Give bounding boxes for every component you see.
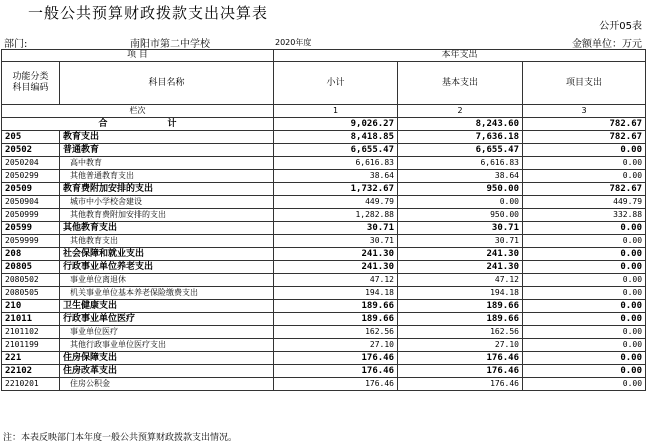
row-subtotal: 27.10	[274, 339, 398, 352]
row-basic: 162.56	[398, 326, 523, 339]
row-project: 0.00	[523, 157, 646, 170]
table-row	[2, 131, 646, 144]
row-code: 2210201	[2, 378, 60, 391]
amount-unit: 金额单位：万元	[572, 39, 642, 50]
row-basic: 189.66	[398, 300, 523, 313]
column-index-label: 栏次	[2, 105, 274, 118]
row-subtotal: 30.71	[274, 235, 398, 248]
row-project: 0.00	[523, 313, 646, 326]
table-row	[2, 183, 646, 196]
row-basic: 176.46	[398, 378, 523, 391]
table-row	[2, 287, 646, 300]
row-code: 210	[2, 300, 60, 313]
row-subject-name: 事业单位离退休	[60, 274, 274, 287]
row-subject-name: 住房保障支出	[60, 352, 274, 365]
row-basic: 38.64	[398, 170, 523, 183]
department-label: 部门:	[4, 39, 28, 50]
table-row	[2, 157, 646, 170]
row-code: 2050299	[2, 170, 60, 183]
table-row	[2, 326, 646, 339]
row-basic: 30.71	[398, 222, 523, 235]
expenditure-table	[1, 49, 646, 391]
row-subtotal: 30.71	[274, 222, 398, 235]
row-subject-name: 行政事业单位医疗	[60, 313, 274, 326]
header-basic: 基本支出	[398, 62, 523, 105]
table-note: 注：本表反映部门本年度一般公共预算财政拨款支出情况。	[3, 433, 238, 443]
row-code: 20599	[2, 222, 60, 235]
row-project: 0.00	[523, 326, 646, 339]
row-basic: 176.46	[398, 365, 523, 378]
row-project: 0.00	[523, 248, 646, 261]
row-subject-name: 其他教育费附加安排的支出	[60, 209, 274, 222]
header-func-code: 功能分类 科目编码	[2, 62, 60, 105]
header-project: 项目支出	[523, 62, 646, 105]
row-basic: 6,655.47	[398, 144, 523, 157]
row-subtotal: 38.64	[274, 170, 398, 183]
row-basic: 27.10	[398, 339, 523, 352]
table-row	[2, 170, 646, 183]
row-project: 0.00	[523, 339, 646, 352]
row-subject-name: 高中教育	[60, 157, 274, 170]
table-row	[2, 261, 646, 274]
table-row	[2, 339, 646, 352]
row-subject-name: 其他行政事业单位医疗支出	[60, 339, 274, 352]
row-subtotal: 449.79	[274, 196, 398, 209]
table-row	[2, 235, 646, 248]
total-row	[2, 118, 646, 131]
row-code: 2101102	[2, 326, 60, 339]
total-label-left: 合	[98, 119, 108, 129]
row-subject-name: 城市中小学校舍建设	[60, 196, 274, 209]
row-subject-name: 其他教育支出	[60, 235, 274, 248]
row-code: 20502	[2, 144, 60, 157]
row-subject-name: 行政事业单位养老支出	[60, 261, 274, 274]
row-subtotal: 1,282.88	[274, 209, 398, 222]
row-subtotal: 176.46	[274, 365, 398, 378]
row-subject-name: 教育费附加安排的支出	[60, 183, 274, 196]
report-title: 一般公共预算财政拨款支出决算表	[28, 4, 269, 22]
table-row	[2, 352, 646, 365]
report-year: 2020年度	[275, 38, 312, 47]
row-code: 20509	[2, 183, 60, 196]
row-project: 0.00	[523, 300, 646, 313]
row-project: 449.79	[523, 196, 646, 209]
row-subtotal: 241.30	[274, 261, 398, 274]
row-project: 0.00	[523, 144, 646, 157]
row-basic: 194.18	[398, 287, 523, 300]
total-label-cell	[2, 118, 274, 131]
row-code: 208	[2, 248, 60, 261]
table-row	[2, 209, 646, 222]
row-subtotal: 6,616.83	[274, 157, 398, 170]
row-subtotal: 1,732.67	[274, 183, 398, 196]
header-subtotal: 小计	[274, 62, 398, 105]
header-item: 项 目	[2, 50, 274, 62]
row-subject-name: 卫生健康支出	[60, 300, 274, 313]
row-subtotal: 47.12	[274, 274, 398, 287]
row-code: 21011	[2, 313, 60, 326]
row-code: 2080505	[2, 287, 60, 300]
table-row	[2, 248, 646, 261]
row-project: 782.67	[523, 183, 646, 196]
row-subject-name: 住房改革支出	[60, 365, 274, 378]
department-name: 南阳市第二中学校	[130, 39, 210, 50]
header-row-2	[2, 62, 646, 105]
row-subtotal: 189.66	[274, 300, 398, 313]
row-code: 2050999	[2, 209, 60, 222]
row-code: 20805	[2, 261, 60, 274]
total-label-right: 计	[167, 119, 177, 129]
row-basic: 176.46	[398, 352, 523, 365]
row-project: 0.00	[523, 235, 646, 248]
row-subtotal: 162.56	[274, 326, 398, 339]
row-project: 0.00	[523, 365, 646, 378]
form-code: 公开05表	[599, 21, 642, 32]
row-basic: 189.66	[398, 313, 523, 326]
row-subject-name: 普通教育	[60, 144, 274, 157]
table-row	[2, 313, 646, 326]
header-row-1	[2, 50, 646, 62]
row-code: 2101199	[2, 339, 60, 352]
row-basic: 47.12	[398, 274, 523, 287]
total-subtotal: 9,026.27	[274, 118, 398, 131]
column-index-row	[2, 105, 646, 118]
column-index-1: 1	[274, 105, 398, 118]
row-subtotal: 241.30	[274, 248, 398, 261]
row-subtotal: 8,418.85	[274, 131, 398, 144]
row-subtotal: 176.46	[274, 378, 398, 391]
row-project: 332.88	[523, 209, 646, 222]
table-row	[2, 274, 646, 287]
row-project: 0.00	[523, 274, 646, 287]
row-project: 782.67	[523, 131, 646, 144]
row-subtotal: 6,655.47	[274, 144, 398, 157]
table-row	[2, 196, 646, 209]
row-project: 0.00	[523, 287, 646, 300]
header-current-year: 本年支出	[274, 50, 646, 62]
row-subject-name: 社会保障和就业支出	[60, 248, 274, 261]
row-code: 2050904	[2, 196, 60, 209]
row-project: 0.00	[523, 378, 646, 391]
row-basic: 0.00	[398, 196, 523, 209]
table-row	[2, 365, 646, 378]
table-row	[2, 144, 646, 157]
row-basic: 241.30	[398, 248, 523, 261]
row-basic: 241.30	[398, 261, 523, 274]
row-basic: 950.00	[398, 183, 523, 196]
table-row	[2, 378, 646, 391]
row-basic: 950.00	[398, 209, 523, 222]
row-code: 22102	[2, 365, 60, 378]
row-code: 221	[2, 352, 60, 365]
row-project: 0.00	[523, 261, 646, 274]
total-basic: 8,243.60	[398, 118, 523, 131]
row-subject-name: 其他教育支出	[60, 222, 274, 235]
row-subtotal: 194.18	[274, 287, 398, 300]
row-project: 0.00	[523, 222, 646, 235]
row-code: 205	[2, 131, 60, 144]
table-row	[2, 222, 646, 235]
row-project: 0.00	[523, 352, 646, 365]
row-subject-name: 机关事业单位基本养老保险缴费支出	[60, 287, 274, 300]
row-code: 2050204	[2, 157, 60, 170]
row-subtotal: 176.46	[274, 352, 398, 365]
column-index-2: 2	[398, 105, 523, 118]
row-subtotal: 189.66	[274, 313, 398, 326]
column-index-3: 3	[523, 105, 646, 118]
row-subject-name: 其他普通教育支出	[60, 170, 274, 183]
row-basic: 6,616.83	[398, 157, 523, 170]
row-code: 2080502	[2, 274, 60, 287]
row-code: 2059999	[2, 235, 60, 248]
row-project: 0.00	[523, 170, 646, 183]
row-basic: 7,636.18	[398, 131, 523, 144]
row-subject-name: 住房公积金	[60, 378, 274, 391]
total-project: 782.67	[523, 118, 646, 131]
row-basic: 30.71	[398, 235, 523, 248]
row-subject-name: 事业单位医疗	[60, 326, 274, 339]
row-subject-name: 教育支出	[60, 131, 274, 144]
table-row	[2, 300, 646, 313]
header-subject: 科目名称	[60, 62, 274, 105]
